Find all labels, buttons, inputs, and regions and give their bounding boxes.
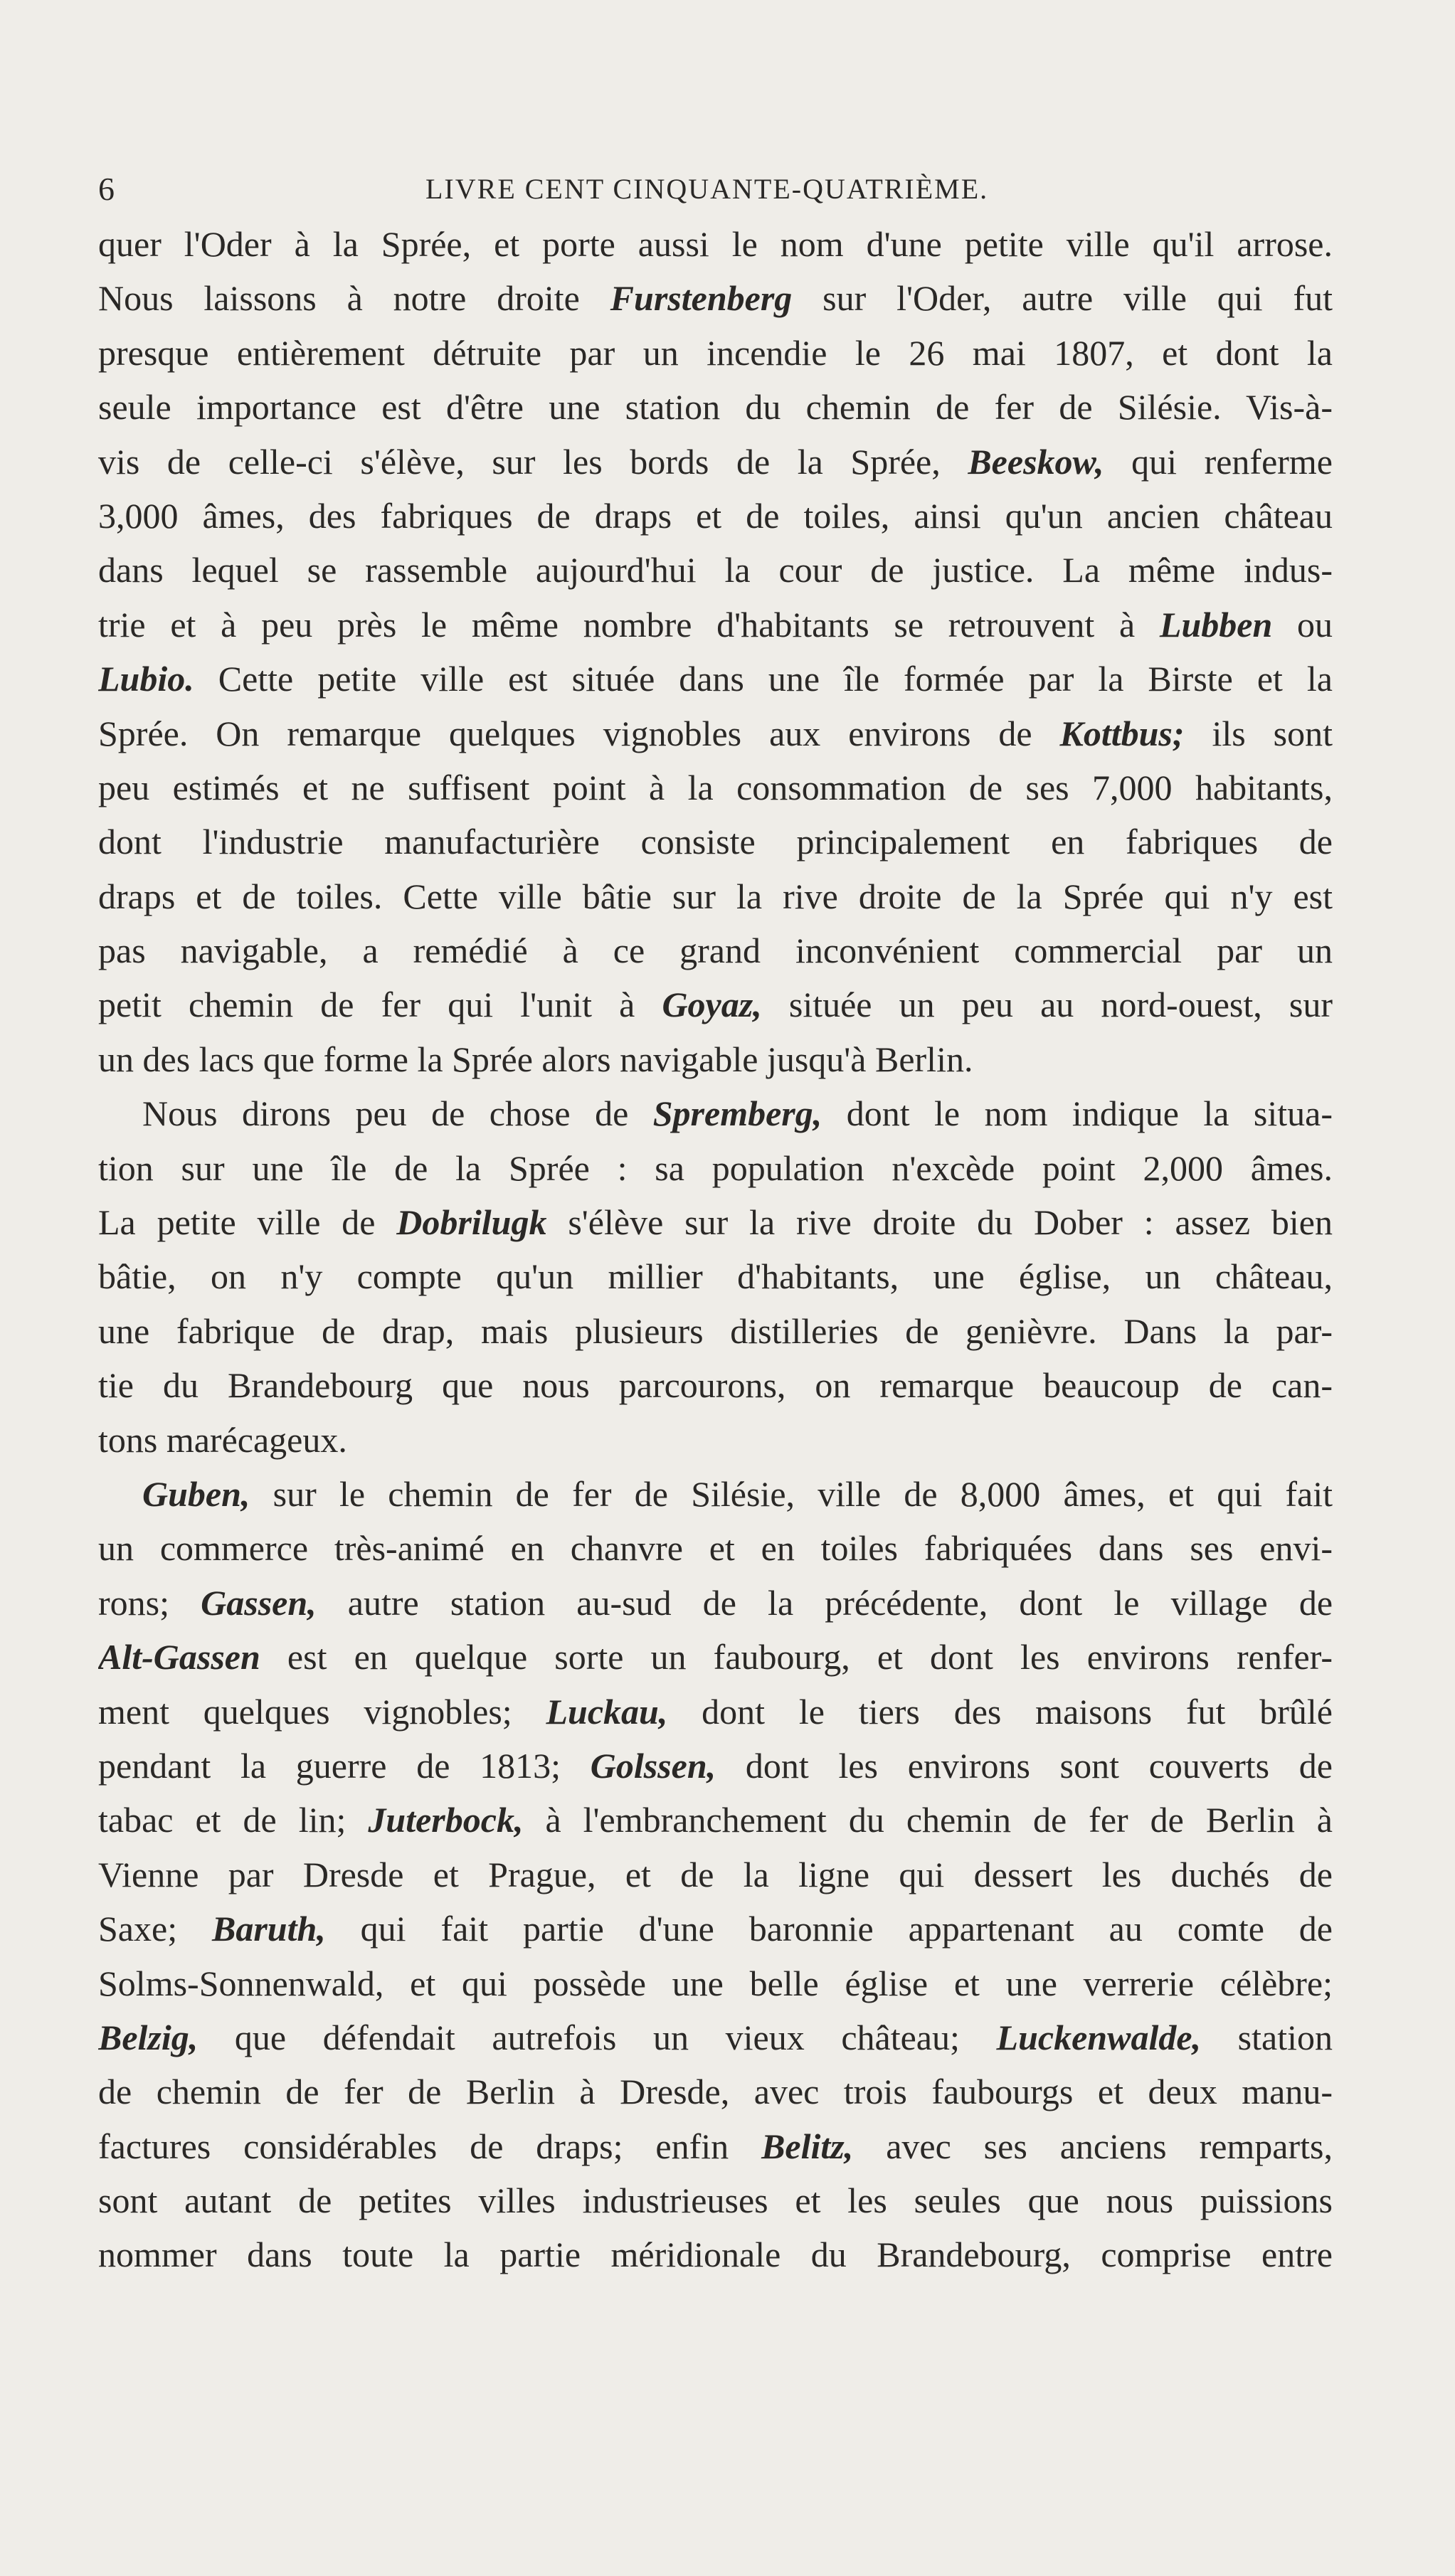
text-line [98, 1630, 1333, 1684]
text-segment: sur l'Oder, autre ville qui fut [792, 278, 1333, 319]
text-line [98, 706, 1333, 760]
text-segment: bâtie, on n'y compte qu'un millier d'habitants, une église, un château, [98, 1256, 1333, 1297]
text-line [98, 869, 1333, 923]
text-segment: une fabrique de drap, mais plusieurs distilleries de genièvre. Dans la par- [98, 1310, 1333, 1351]
text-segment: sont autant de petites villes industrieuses et les seules que nous puissions [98, 2180, 1333, 2221]
place-name: Furstenberg [610, 278, 793, 319]
text-segment: un des lacs que forme la Sprée alors navigable jusqu'à Berlin. [98, 1039, 973, 1079]
place-name: Gassen, [201, 1582, 317, 1623]
text-line [98, 1032, 1333, 1086]
text-segment: un commerce très-animé en chanvre et en toiles fabriquées dans ses envi- [98, 1528, 1333, 1569]
text-line [98, 1902, 1333, 1956]
text-segment: ou [1272, 604, 1333, 645]
text-line [98, 1793, 1333, 1847]
place-name: Kottbus; [1059, 713, 1185, 753]
text-segment: ment quelques vignobles; [98, 1691, 546, 1732]
body-text [98, 217, 1333, 2282]
text-segment: pendant la guerre de 1813; [98, 1745, 591, 1786]
place-name: Golssen, [590, 1745, 716, 1786]
text-line [98, 815, 1333, 869]
place-name: Juterbock, [368, 1800, 524, 1840]
text-line [98, 1141, 1333, 1195]
text-line [98, 977, 1333, 1032]
text-line [98, 2119, 1333, 2173]
text-line [98, 652, 1333, 706]
text-line [98, 1249, 1333, 1303]
text-segment: Sprée. On remarque quelques vignobles aux environs de [98, 713, 1060, 753]
place-name: Baruth, [211, 1909, 326, 1949]
text-line [98, 1413, 1333, 1467]
text-segment: presque entièrement détruite par un incendie le 26 mai 1807, et dont la [98, 332, 1333, 373]
place-name: Spremberg, [652, 1093, 822, 1134]
place-name: Belitz, [761, 2126, 854, 2166]
text-segment: ils sont [1184, 713, 1333, 753]
text-line [98, 435, 1333, 489]
place-name: Guben, [142, 1473, 250, 1514]
text-line [98, 271, 1333, 325]
text-segment: nommer dans toute la partie méridionale du Brandebourg, comprise entre [98, 2235, 1333, 2275]
place-name: Alt-Gassen [98, 1637, 260, 1677]
text-segment: peu estimés et ne suffisent point à la consommation de ses 7,000 habitants, [98, 767, 1333, 807]
text-line [98, 380, 1333, 434]
text-segment: dont l'industrie manufacturière consiste principalement en fabriques de [98, 822, 1333, 862]
text-segment: Saxe; [98, 1909, 212, 1949]
text-line [98, 217, 1333, 271]
page-header [98, 168, 1329, 211]
text-segment: station [1201, 2017, 1333, 2057]
text-segment: tie du Brandebourg que nous parcourons, on remarque beaucoup de can- [98, 1365, 1333, 1406]
text-segment: 3,000 âmes, des fabriques de draps et de toiles, ainsi qu'un ancien château [98, 495, 1333, 536]
text-line [98, 543, 1333, 597]
place-name: Goyaz, [662, 985, 762, 1025]
text-line [98, 1848, 1333, 1902]
text-segment: qui renferme [1104, 441, 1333, 482]
text-segment: factures considérables de draps; enfin [98, 2126, 762, 2166]
text-line [98, 1685, 1333, 1739]
text-segment: seule importance est d'être une station du chemin de fer de Silésie. Vis-à- [98, 387, 1333, 428]
text-segment: tion sur une île de la Sprée : sa population n'excède point 2,000 âmes. [98, 1147, 1333, 1188]
place-name: Belzig, [98, 2017, 199, 2057]
place-name: Beeskow, [968, 441, 1104, 482]
paragraph-first-line [98, 1086, 1333, 1140]
text-segment: située un peu au nord-ouest, sur [761, 985, 1333, 1025]
text-line [98, 2010, 1333, 2064]
text-line [98, 489, 1333, 543]
text-line [98, 598, 1333, 652]
text-segment: petit chemin de fer qui l'unit à [98, 985, 662, 1025]
text-line [98, 2227, 1333, 2281]
text-segment: Nous laissons à notre droite [98, 278, 610, 319]
text-segment: vis de celle-ci s'élève, sur les bords de la Sprée, [98, 441, 968, 482]
text-segment: tons marécageux. [98, 1419, 347, 1460]
text-segment: qui fait partie d'une baronnie appartenant au comte de [325, 1909, 1333, 1949]
text-segment: trie et à peu près le même nombre d'habitants se retrouvent à [98, 604, 1160, 645]
text-segment: draps et de toiles. Cette ville bâtie sur la rive droite de la Sprée qui n'y est [98, 876, 1333, 916]
text-line [98, 1358, 1333, 1412]
text-line [98, 2064, 1333, 2119]
text-segment: rons; [98, 1582, 201, 1623]
text-line [98, 1956, 1333, 2010]
text-segment: pas navigable, a remédié à ce grand inconvénient commercial par un [98, 931, 1333, 971]
paragraph-first-line [98, 1467, 1333, 1521]
place-name: Luckenwalde, [996, 2017, 1202, 2057]
text-segment: s'élève sur la rive droite du Dober : assez bien [546, 1202, 1333, 1243]
text-line [98, 1195, 1333, 1249]
text-segment: est en quelque sorte un faubourg, et dont les environs renfer- [260, 1637, 1333, 1677]
place-name: Luckau, [546, 1691, 668, 1732]
text-segment: La petite ville de [98, 1202, 397, 1243]
text-segment: dont le tiers des maisons fut brûlé [667, 1691, 1333, 1732]
text-segment: à l'embranchement du chemin de fer de Berlin à [523, 1800, 1333, 1840]
text-line [98, 1576, 1333, 1630]
text-line [98, 760, 1333, 815]
text-segment: sur le chemin de fer de Silésie, ville de 8,000 âmes, et qui fait [250, 1473, 1333, 1514]
place-name: Lubben [1159, 604, 1273, 645]
text-segment: avec ses anciens remparts, [853, 2126, 1333, 2166]
text-segment: autre station au-sud de la précédente, dont le village de [316, 1582, 1333, 1623]
text-segment: dans lequel se rassemble aujourd'hui la cour de justice. La même indus- [98, 550, 1333, 590]
text-segment: dont les environs sont couverts de [716, 1745, 1333, 1786]
text-segment: dont le nom indique la situa- [822, 1093, 1333, 1134]
text-segment: que défendait autrefois un vieux château; [198, 2017, 997, 2057]
text-line [98, 1521, 1333, 1575]
text-segment: de chemin de fer de Berlin à Dresde, avec trois faubourgs et deux manu- [98, 2072, 1333, 2112]
text-line [98, 923, 1333, 977]
text-line [98, 2173, 1333, 2227]
text-segment: quer l'Oder à la Sprée, et porte aussi le nom d'une petite ville qu'il arrose. [98, 224, 1333, 264]
text-line [98, 1304, 1333, 1358]
page-number: 6 [98, 171, 115, 207]
running-title: LIVRE CENT CINQUANTE-QUATRIÈME. [425, 173, 989, 205]
place-name: Dobrilugk [396, 1202, 547, 1243]
text-segment: Solms-Sonnenwald, et qui possède une belle église et une verrerie célèbre; [98, 1963, 1333, 2003]
place-name: Lubio. [98, 659, 194, 699]
text-segment: Nous dirons peu de chose de [142, 1093, 653, 1134]
text-line [98, 326, 1333, 380]
text-line [98, 1739, 1333, 1793]
text-segment: Cette petite ville est située dans une île formée par la Birste et la [194, 659, 1333, 699]
text-segment: tabac et de lin; [98, 1800, 369, 1840]
text-segment: Vienne par Dresde et Prague, et de la ligne qui dessert les duchés de [98, 1854, 1333, 1894]
